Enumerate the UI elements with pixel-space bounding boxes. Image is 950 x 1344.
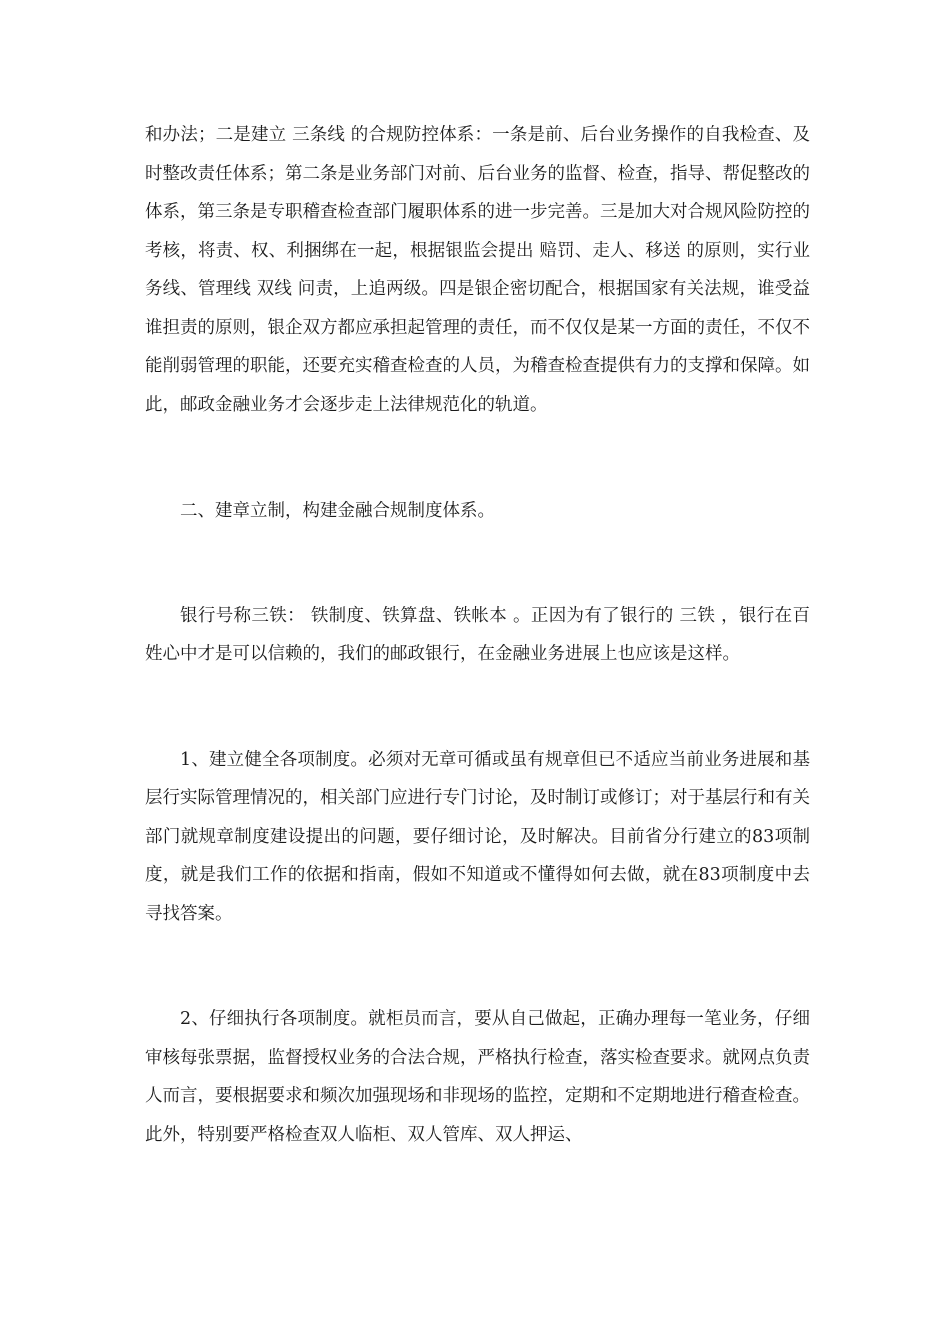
body-paragraph-item-2: 2、仔细执行各项制度。就柜员而言，要从自己做起，正确办理每一笔业务，仔细审核每张票据，监督授权业务的合法合规，严格执行检查，落实检查要求。就网点负责人而言，要根据要求和频次加强现场和非现场的监控，定期和不定期地进行稽查检查。此外，特别要严格检查双人临柜、双人管库、双人押运、: [145, 1009, 810, 1145]
document-body: [145, 116, 810, 1154]
body-paragraph-three-iron: 银行号称三铁： 铁制度、铁算盘、铁帐本 。正因为有了银行的 三铁 ，银行在百姓心中才是可以信赖的，我们的邮政银行，在金融业务进展上也应该是这样。: [145, 605, 810, 664]
body-paragraph-item-1: 1、建立健全各项制度。必须对无章可循或虽有规章但已不适应当前业务进展和基层行实际管理情况的，相关部门应进行专门讨论，及时制订或修订；对于基层行和有关部门就规章制度建设提出的问题，要仔细讨论，及时解决。目前省分行建立的83项制度，就是我们工作的依据和指南，假如不知道或不懂得如何去做，就在83项制度中去寻找答案。: [145, 749, 810, 924]
body-paragraph-continuation: 和办法；二是建立 三条线 的合规防控体系：一条是前、后台业务操作的自我检查、及时整改责任体系；第二条是业务部门对前、后台业务的监督、检查，指导、帮促整改的体系，第三条是专职稽查检查部门履职体系的进一步完善。三是加大对合规风险防控的考核，将责、权、利捆绑在一起，根据银监会提出 赔罚、走人、移送 的原则，实行业务线、管理线 双线 问责，上追两级。四是银企密切配合，根据国家有关法规，谁受益谁担责的原则，银企双方都应承担起管理的责任，而不仅仅是某一方面的责任，不仅不能削弱管理的职能，还要充实稽查检查的人员，为稽查检查提供有力的支撑和保障。如此，邮政金融业务才会逐步走上法律规范化的轨道。: [145, 125, 810, 415]
section-heading-2: 二、建章立制，构建金融合规制度体系。: [180, 501, 495, 521]
